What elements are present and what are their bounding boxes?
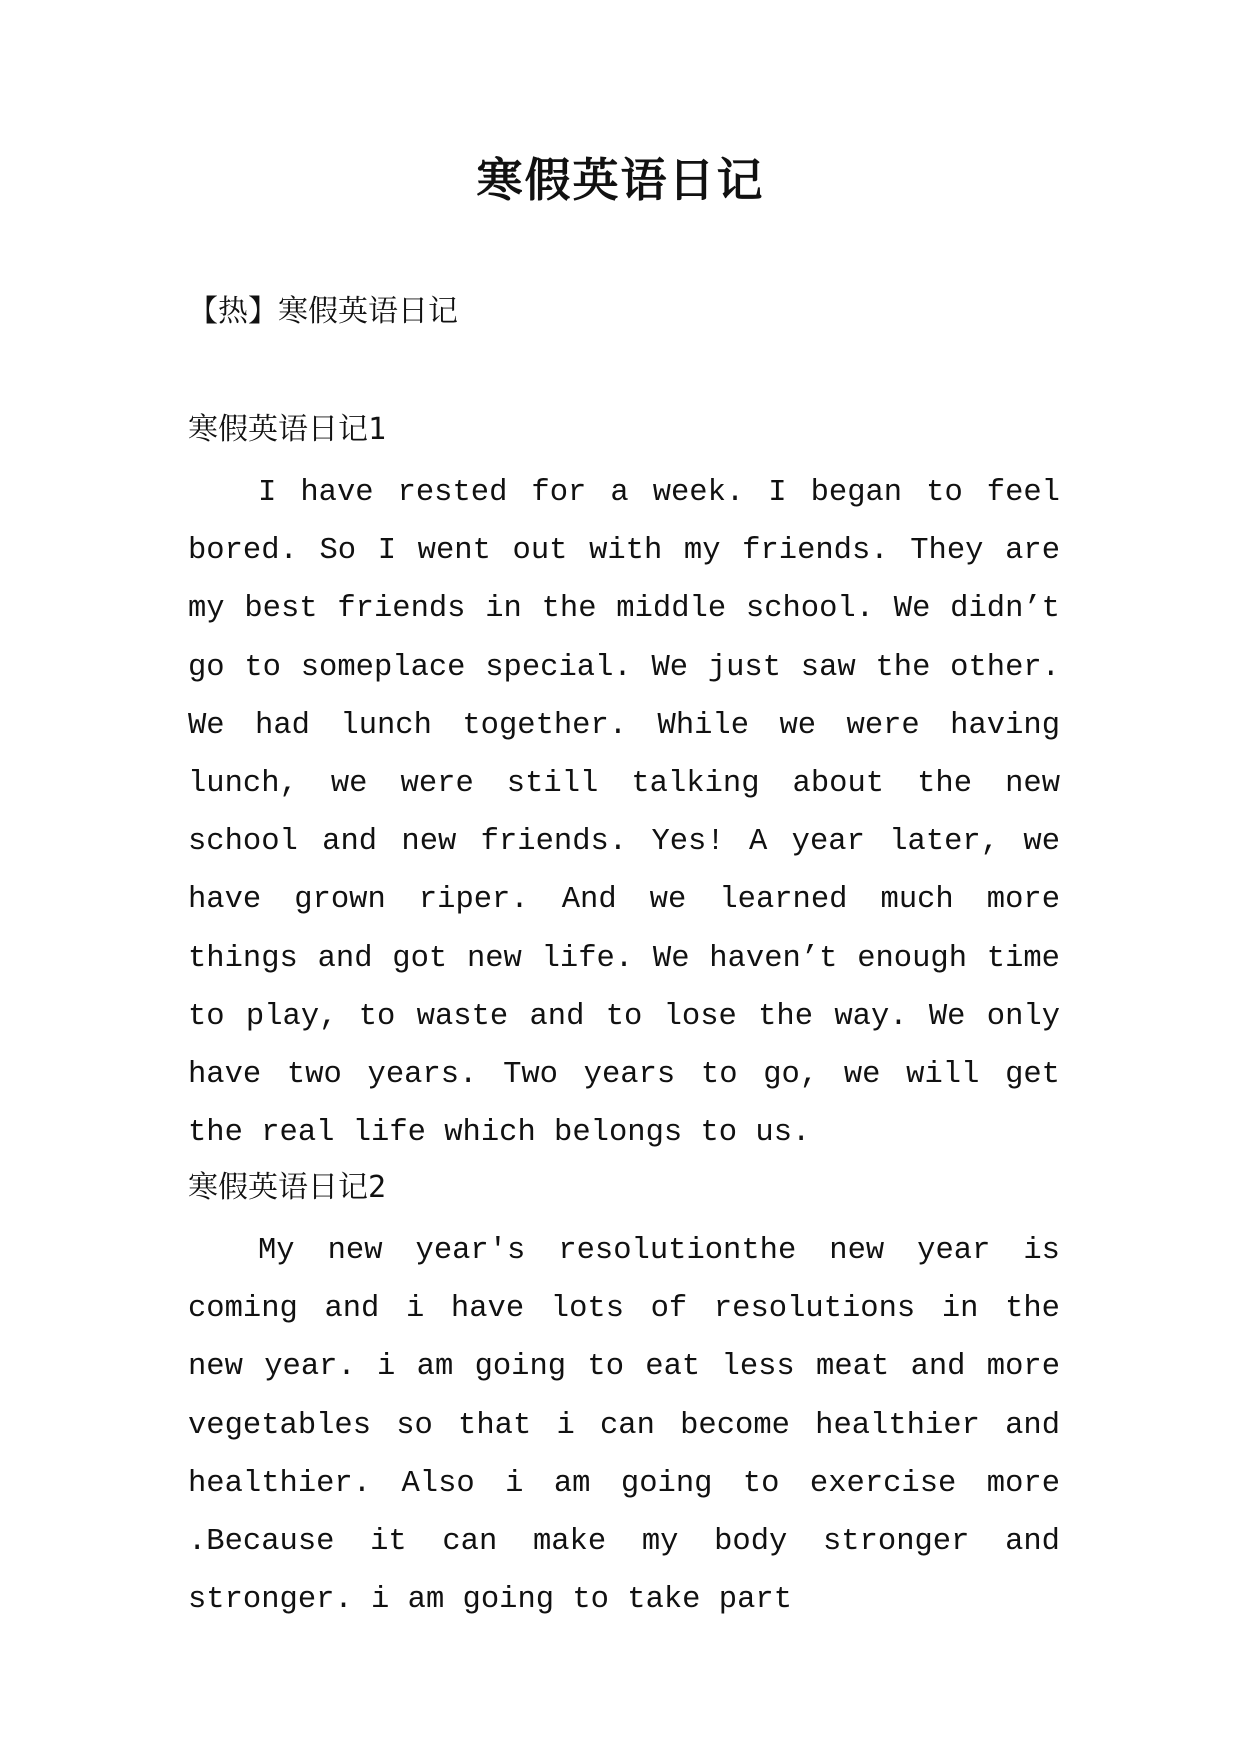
document-subtitle: 【热】寒假英语日记: [188, 294, 458, 329]
document-title: 寒假英语日记: [476, 153, 765, 207]
section-heading-2: 寒假英语日记2: [188, 1170, 387, 1205]
section-heading-1: 寒假英语日记1: [188, 412, 387, 447]
section-body-2: My new year's resolutionthe new year is coming and i have lots of resolutions in the new year. i am going to eat less meat and more vegetables so that i can become healthier and healthier. Also i am going to exercise more .Because it can make my body stronger and stronger. i am going to take part: [188, 1234, 1060, 1618]
section-body-1: I have rested for a week. I began to feel bored. So I went out with my friends. They are my best friends in the middle school. We didn’t go to someplace special. We just saw the other. We had lunch together. While we were having lunch, we were still talking about the new school and new friends. Yes! A year later, we have grown riper. And we learned much more things and got new life. We haven’t enough time to play, to waste and to lose the way. We only have two years. Two years to go, we will get the real life which belongs to us.: [188, 476, 1060, 1151]
